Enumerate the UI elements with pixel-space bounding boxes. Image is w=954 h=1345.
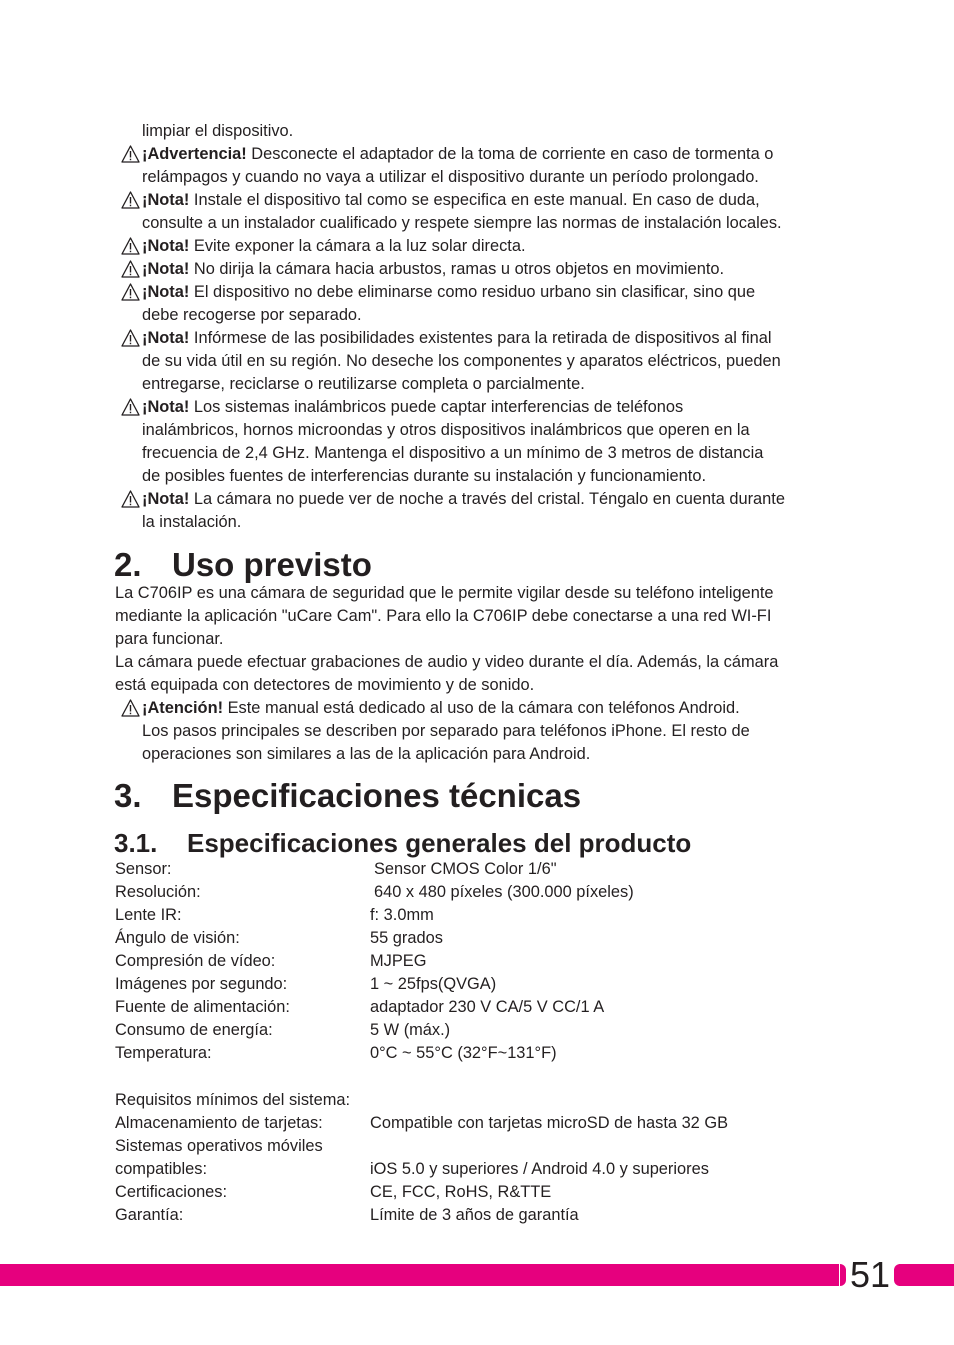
warning-label: ¡Nota! [142, 329, 190, 347]
page-number: 51 [849, 1254, 891, 1295]
footer-bar-right [899, 1264, 954, 1286]
warning-triangle-icon [121, 260, 140, 278]
section-3-heading [114, 776, 581, 816]
spec-value: 0°C ~ 55°C (32°F~131°F) [370, 1044, 557, 1062]
warning-triangle-icon [121, 283, 140, 301]
subsection-title: Especificaciones generales del producto [187, 828, 692, 858]
section-2-heading [114, 545, 372, 585]
spec-label: Fuente de alimentación: [115, 998, 290, 1016]
manual-page: limpiar el dispositivo. ¡Advertencia! Desconecte el adaptador de la toma de corriente en caso de tormenta o relámpagos y cuando no vaya a utilizar el dispositivo durante un período prolongado. ¡Nota! Instale el dispositivo tal como se especifica en este manual. En caso de duda, consulte a un instalador cualificado y respete siempre las normas de instalación locales. ¡Nota! Evite exponer la cámara a la luz solar directa. ¡Nota! No dirija la cámara hacia arbustos, ramas u otros objetos en movimiento. ¡Nota! El dispositivo no debe eliminarse como residuo urbano sin clasificar, sino que debe recogerse por separado. ¡Nota! Infórmese de las posibilidades existentes para la retirada de dispositivos al final de su vida útil en su región. No deseche los componentes y aparatos eléctricos, pueden entregarse, reciclarse o reutilizarse completa o parcialmente. ¡Nota! Los sistemas inalámbricos puede captar interferencias de teléfonos inalámbricos, hornos microondas y otros dispositivos inalámbricos que operen en la frecuencia de 2,4 GHz. Mantenga el dispositivo a un mínimo de 3 metros de distancia de posibles fuentes de interferencias durante su instalación y funcionamiento. ¡Nota! La cámara no puede ver de noche a través del cristal. Téngalo en cuenta durante la instalación. 2. Uso previsto La C706IP es una cámara de seguridad que le permite vigilar desde su teléfono inteligente mediante la aplicación "uCare Cam". Para ello la C706IP debe conectarse a una red WI-FI para funcionar. La cámara puede efectuar grabaciones de audio y video durante el día. Además, la cámara está equipada con detectores de movimiento y de sonido. ¡Atención! Este manual está dedicado al uso de la cámara con teléfonos Android. Los pasos principales se describen por separado para teléfonos iPhone. El resto de operaciones son similares a las de la aplicación para Android. 3. Especificaciones técnicas 3.1. Especificaciones generales del producto Sensor: Sensor CMOS Color 1/6" Resolución: 640 x 480 píxeles (300.000 píxeles) Lente IR: f: 3.0mm Ángulo de visión: 55 grados Compresión de vídeo: MJPEG Imágenes por segundo: 1 ~ 25fps(QVGA) Fuente de alimentación: adaptador 230 V CA/5 V CC/1 A Consumo de energía: 5 W (máx.) Temperatura: 0°C ~ 55°C (32°F~131°F) Requisitos mínimos del sistema: Almacenamiento de tarjetas: Compatible con tarjetas microSD de hasta 32 GB Sistemas operativos móviles compatibles: iOS 5.0 y superiores / Android 4.0 y superiores Certificaciones: CE, FCC, RoHS, R&TTE Garantía: Límite de 3 años de garantía 51 [0, 0, 954, 1345]
spec-label: Compresión de vídeo: [115, 952, 276, 970]
spec-value: Límite de 3 años de garantía [370, 1206, 579, 1224]
warning-triangle-icon [121, 699, 140, 717]
subsection-number: 3.1. [114, 828, 158, 858]
spec-label: Resolución: [115, 883, 201, 901]
spec-value: MJPEG [370, 952, 427, 970]
spec-label: Temperatura: [115, 1044, 212, 1062]
warning-label: ¡Advertencia! [142, 145, 247, 163]
spec-value: adaptador 230 V CA/5 V CC/1 A [370, 998, 605, 1016]
spec-value: 55 grados [370, 929, 443, 947]
spec-label: Garantía: [115, 1206, 184, 1224]
section-title: Especificaciones técnicas [172, 777, 582, 814]
warning-label: ¡Nota! [142, 260, 190, 278]
spec-value: Compatible con tarjetas microSD de hasta 32 GB [370, 1114, 729, 1132]
attention-label: ¡Atención! [142, 699, 224, 717]
spec-value: iOS 5.0 y superiores / Android 4.0 y superiores [370, 1160, 709, 1178]
intro-continuation: limpiar el dispositivo. [142, 122, 294, 140]
section-title: Uso previsto [172, 546, 372, 583]
warning-label: ¡Nota! [142, 490, 190, 508]
warning-triangle-icon [121, 237, 140, 255]
warning-triangle-icon [121, 145, 140, 163]
spec-value: CE, FCC, RoHS, R&TTE [370, 1183, 552, 1201]
spec-label: Sistemas operativos móviles [115, 1137, 323, 1155]
warning-triangle-icon [121, 329, 140, 347]
spec-label: Sensor: [115, 860, 172, 878]
spec-value: f: 3.0mm [370, 906, 434, 924]
subsection-3-1-heading [114, 828, 691, 858]
spec-label: Ángulo de visión: [115, 929, 240, 947]
warning-triangle-icon [121, 490, 140, 508]
spec-value: 5 W (máx.) [370, 1021, 451, 1039]
warning-triangle-icon [121, 191, 140, 209]
spec-value: 1 ~ 25fps(QVGA) [370, 975, 497, 993]
warning-label: ¡Nota! [142, 283, 190, 301]
spec-label: Lente IR: [115, 906, 182, 924]
section-2-paragraph-1: La C706IP es una cámara de seguridad que le permite vigilar desde su teléfono inteligente mediante la aplicación "uCare Cam". Para ello la C706IP debe conectarse a una red WI-FI para funcionar. [115, 584, 774, 648]
warning-label: ¡Nota! [142, 191, 190, 209]
section-number: 3. [114, 777, 142, 814]
spec-value: 640 x 480 píxeles (300.000 píxeles) [374, 883, 634, 901]
section-2-paragraph-2: La cámara puede efectuar grabaciones de audio y video durante el día. Además, la cámara está equipada con detectores de movimiento y de sonido. [115, 653, 779, 694]
spec-label: Certificaciones: [115, 1183, 228, 1201]
warning-label: ¡Nota! [142, 237, 190, 255]
warning-triangle-icon [121, 398, 140, 416]
spec-label: Almacenamiento de tarjetas: [115, 1114, 323, 1132]
footer-bar-left [0, 1264, 839, 1286]
spec-value: Sensor CMOS Color 1/6" [374, 860, 557, 878]
spec-label: Consumo de energía: [115, 1021, 273, 1039]
spec-label: compatibles: [115, 1160, 208, 1178]
warning-label: ¡Nota! [142, 398, 190, 416]
section-number: 2. [114, 546, 142, 583]
spec-label: Imágenes por segundo: [115, 975, 288, 993]
